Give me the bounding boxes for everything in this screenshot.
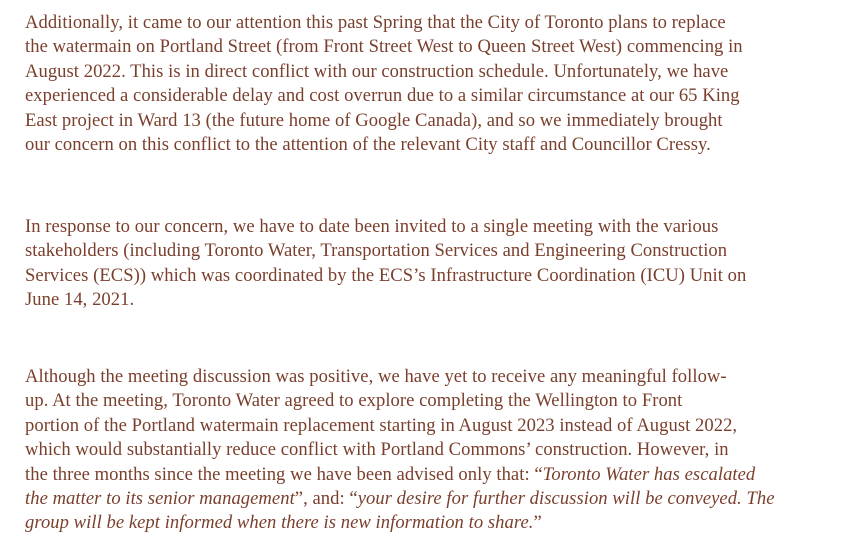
text-line [25, 511, 835, 535]
paragraph-stakeholder-meeting [25, 215, 835, 313]
text-line: East project in Ward 13 (the future home of Google Canada), and so we immediately brought [25, 109, 723, 131]
text-line: Although the meeting discussion was positive, we have yet to receive any meaningful follow- [25, 366, 727, 387]
text-line [25, 487, 835, 511]
text-run: the three months since the meeting we have been advised only that: “ [25, 463, 543, 485]
text-line: portion of the Portland watermain replacement starting in August 2023 instead of August 2022, [25, 414, 738, 436]
quoted-text: your desire for further discussion will be conveyed. The [357, 488, 775, 510]
text-line: August 2022. This is in direct conflict with our construction schedule. Unfortunately, we have [25, 60, 729, 82]
text-line: the watermain on Portland Street (from Front Street West to Queen Street West) commencing in [25, 36, 743, 58]
paragraph-watermain-conflict [25, 11, 835, 157]
text-run: ”, and: “ [294, 488, 358, 510]
text-line: stakeholders (including Toronto Water, Transportation Services and Engineering Construction [25, 240, 728, 262]
text-line: In response to our concern, we have to date been invited to a single meeting with the various [25, 216, 719, 237]
text-line: Additionally, it came to our attention this past Spring that the City of Toronto plans to replace [25, 12, 726, 33]
text-line: June 14, 2021. [25, 289, 135, 311]
text-line: which would substantially reduce conflict with Portland Commons’ construction. However, in [25, 439, 729, 461]
text-line [25, 463, 835, 487]
quoted-text: group will be kept informed when there is new information to share. [25, 512, 534, 534]
paragraph-follow-up [25, 365, 835, 536]
text-run: ” [533, 512, 542, 534]
text-line: up. At the meeting, Toronto Water agreed to explore completing the Wellington to Front [25, 390, 683, 412]
quoted-text: the matter to its senior management [25, 488, 295, 510]
quoted-text: Toronto Water has escalated [542, 463, 756, 485]
text-line: our concern on this conflict to the attention of the relevant City staff and Councillor Cressy. [25, 134, 711, 156]
text-line: experienced a considerable delay and cost overrun due to a similar circumstance at our 65 King [25, 85, 740, 107]
text-line: Services (ECS)) which was coordinated by the ECS’s Infrastructure Coordination (ICU) Unit on [25, 264, 747, 286]
